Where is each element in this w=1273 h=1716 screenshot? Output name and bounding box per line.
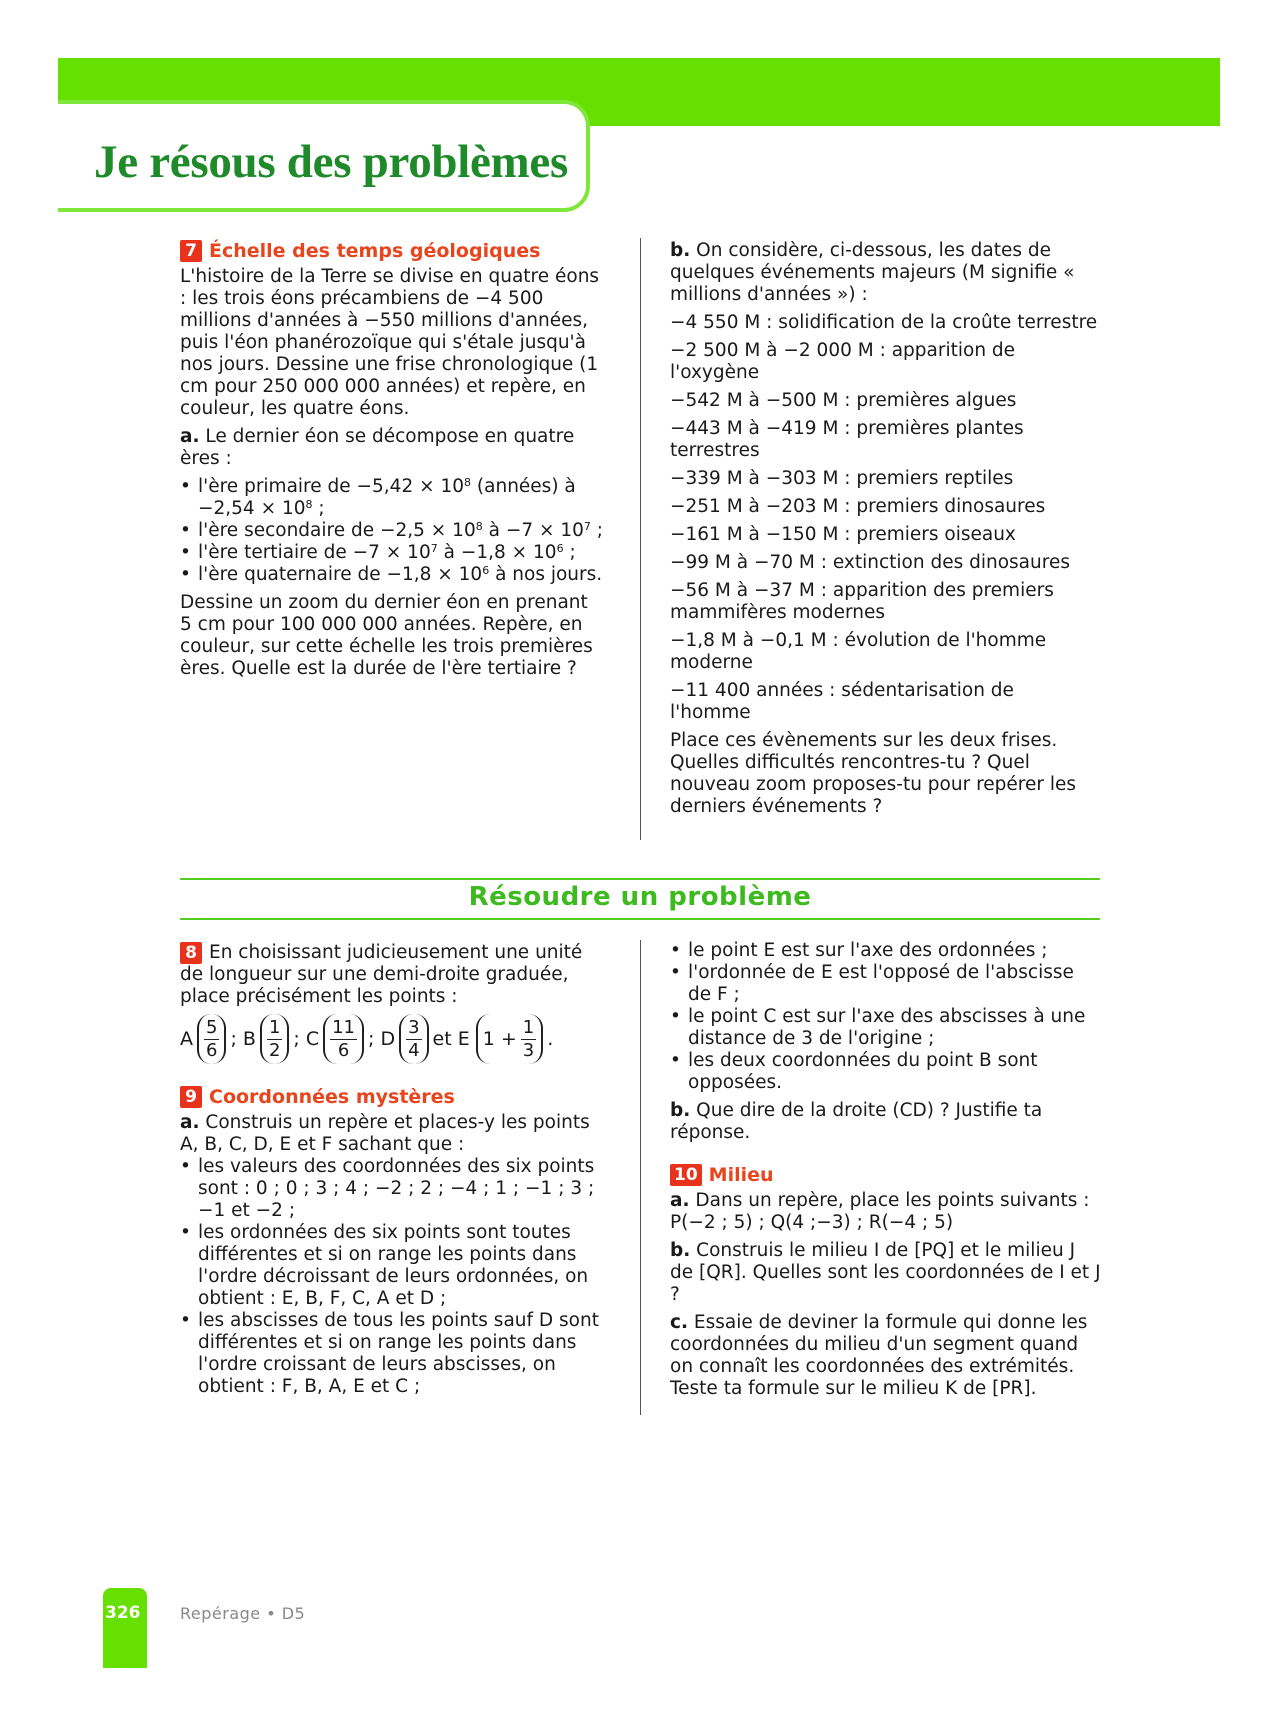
era-item: • l'ère quaternaire de $-1,8 \times 10^6$ à nos jours. <box>198 564 605 586</box>
conditions-list-continued <box>670 940 1102 1094</box>
era-item: • l'ère primaire de $-5,42 \times 10^8$ (années) à $-2,54 \times 10^8$ ; <box>198 476 605 520</box>
condition-item: • le point C est sur l'axe des abscisses à une distance de 3 de l'origine ; <box>688 1006 1102 1050</box>
event-item: −99 M à −70 M : extinction des dinosaures <box>670 552 1070 573</box>
exercise-9-a-text: Construis un repère et places-y les points A, B, C, D, E et F sachant que : <box>180 1112 590 1155</box>
condition-item: • l'ordonnée de E est l'opposé de l'abscisse de F ; <box>688 962 1102 1006</box>
condition-item: • les abscisses de tous les points sauf D sont différentes et si on range les points dans l'ordre croissant de leurs abscisses, on obtient : F, B, A, E et C ; <box>198 1310 610 1398</box>
event-item: −4 550 M : solidification de la croûte terrestre <box>670 312 1098 333</box>
exercise-10-a-text: Dans un repère, place les points suivants : P(−2 ; 5) ; Q(4 ;−3) ; R(−4 ; 5) <box>670 1190 1090 1233</box>
exercise-8-text: En choisissant judicieusement une unité de longueur sur une demi-droite graduée, place précisément les points : <box>180 942 583 1007</box>
exercise-10-title: Milieu <box>708 1164 774 1186</box>
exercise-9-title: Coordonnées mystères <box>209 1086 455 1108</box>
condition-item: • les valeurs des coordonnées des six points sont : 0 ; 0 ; 3 ; 4 ; −2 ; 2 ; −4 ; 1 ; −1 ; 3 ; −1 et −2 ; <box>198 1156 610 1222</box>
event-item: −443 M à −419 M : premières plantes terrestres <box>670 418 1024 461</box>
exercise-10-a <box>670 1190 1102 1234</box>
page-number-tab <box>103 1588 147 1668</box>
exercise-7-a-text: Le dernier éon se décompose en quatre ères : <box>180 426 575 469</box>
bottom-right-column <box>670 940 1102 1406</box>
exercise-9-b <box>670 1100 1102 1144</box>
event-item: −11 400 années : sédentarisation de l'homme <box>670 680 1014 723</box>
event-item: −2 500 M à −2 000 M : apparition de l'oxygène <box>670 340 1016 383</box>
exercise-7-left <box>180 240 605 686</box>
event-item: −251 M à −203 M : premiers dinosaures <box>670 496 1046 517</box>
exercise-7-a <box>180 426 605 470</box>
section-title: Résoudre un problème <box>468 882 812 912</box>
exercise-8 <box>180 942 610 1008</box>
exercise-7-a-label: a. <box>180 426 200 447</box>
page-number: 326 <box>105 1603 141 1623</box>
condition-item: • le point E est sur l'axe des ordonnées ; <box>688 940 1102 962</box>
exercise-9-b-text: Que dire de la droite (CD) ? Justifie ta réponse. <box>670 1100 1043 1143</box>
exercise-8-number: 8 <box>180 942 202 964</box>
exercise-10-a-label: a. <box>670 1190 690 1211</box>
exercise-9-a-label: a. <box>180 1112 200 1133</box>
conditions-list <box>180 1156 610 1398</box>
event-item: −1,8 M à −0,1 M : évolution de l'homme moderne <box>670 630 1047 673</box>
exercise-7-b <box>670 240 1100 306</box>
exercise-10-c-label: c. <box>670 1312 688 1333</box>
exercise-7-header <box>180 240 605 262</box>
exercise-7-b-text: On considère, ci-dessous, les dates de quelques événements majeurs (M signifie « millions d'années ») : <box>670 240 1075 305</box>
exercise-7-zoom: Dessine un zoom du dernier éon en prenant 5 cm pour 100 000 000 années. Repère, en couleur, sur cette échelle les trois premières ères. Quelle est la durée de l'ère tertiaire ? <box>180 592 593 679</box>
condition-item: • les deux coordonnées du point B sont opposées. <box>688 1050 1102 1094</box>
exercise-7-right <box>670 240 1100 824</box>
event-item: −542 M à −500 M : premières algues <box>670 390 1017 411</box>
section-rule-bottom <box>180 918 1100 920</box>
points-fractions: A $\frac{5}{6}$ ; B $\frac{1}{2}$ ; C $\frac{11}{6}$ ; D $\frac{3}{4}$ et E 1 + $\frac{1}{3}$ . <box>180 1014 610 1064</box>
event-item: −339 M à −303 M : premiers reptiles <box>670 468 1014 489</box>
chapter-label: Repérage • D5 <box>180 1604 306 1623</box>
exercise-10-b-text: Construis le milieu I de [PQ] et le milieu J de [QR]. Quelles sont les coordonnées de I et J ? <box>670 1240 1101 1305</box>
bottom-left-column <box>180 942 610 1404</box>
column-divider-bottom <box>640 940 641 1415</box>
exercise-10-number: 10 <box>670 1164 702 1186</box>
exercise-7-intro: L'histoire de la Terre se divise en quatre éons : les trois éons précambiens de −4 500 millions d'années à −550 millions d'années, puis l'éon phanérozoïque qui s'étale jusqu'à nos jours. Dessine une frise chronologique (1 cm pour 250 000 000 années) et repère, en couleur, les quatre éons. <box>180 266 600 419</box>
column-divider <box>640 238 641 840</box>
exercise-10-c-text: Essaie de deviner la formule qui donne les coordonnées du milieu d'un segment quand on connaît les coordonnées des extrémités. Teste ta formule sur le milieu K de [PR]. <box>670 1312 1088 1399</box>
exercise-10-b <box>670 1240 1102 1306</box>
section-rule-top <box>180 878 1100 880</box>
era-list <box>180 476 605 586</box>
era-item: • l'ère tertiaire de $-7 \times 10^7$ à $-1,8 \times 10^6$ ; <box>198 542 605 564</box>
event-item: −161 M à −150 M : premiers oiseaux <box>670 524 1016 545</box>
exercise-7-number: 7 <box>180 240 202 262</box>
exercise-7-title: Échelle des temps géologiques <box>209 240 541 262</box>
exercise-9-number: 9 <box>180 1086 202 1108</box>
era-item: • l'ère secondaire de $-2,5 \times 10^8$ à $-7 \times 10^7$ ; <box>198 520 605 542</box>
page-title: Je résous des problèmes <box>94 136 568 188</box>
event-item: −56 M à −37 M : apparition des premiers mammifères modernes <box>670 580 1054 623</box>
exercise-9-header <box>180 1086 610 1108</box>
exercise-10-header <box>670 1164 1102 1186</box>
exercise-9-b-label: b. <box>670 1100 691 1121</box>
exercise-9-a <box>180 1112 610 1156</box>
exercise-7-b-question: Place ces évènements sur les deux frises. Quelles difficultés rencontres-tu ? Quel nouveau zoom proposes-tu pour repérer les derniers événements ? <box>670 730 1077 817</box>
exercise-7-b-label: b. <box>670 240 691 261</box>
exercise-10-c <box>670 1312 1102 1400</box>
condition-item: • les ordonnées des six points sont toutes différentes et si on range les points dans l'ordre décroissant de leurs ordonnées, on obtient : E, B, F, C, A et D ; <box>198 1222 610 1310</box>
exercise-10-b-label: b. <box>670 1240 691 1261</box>
